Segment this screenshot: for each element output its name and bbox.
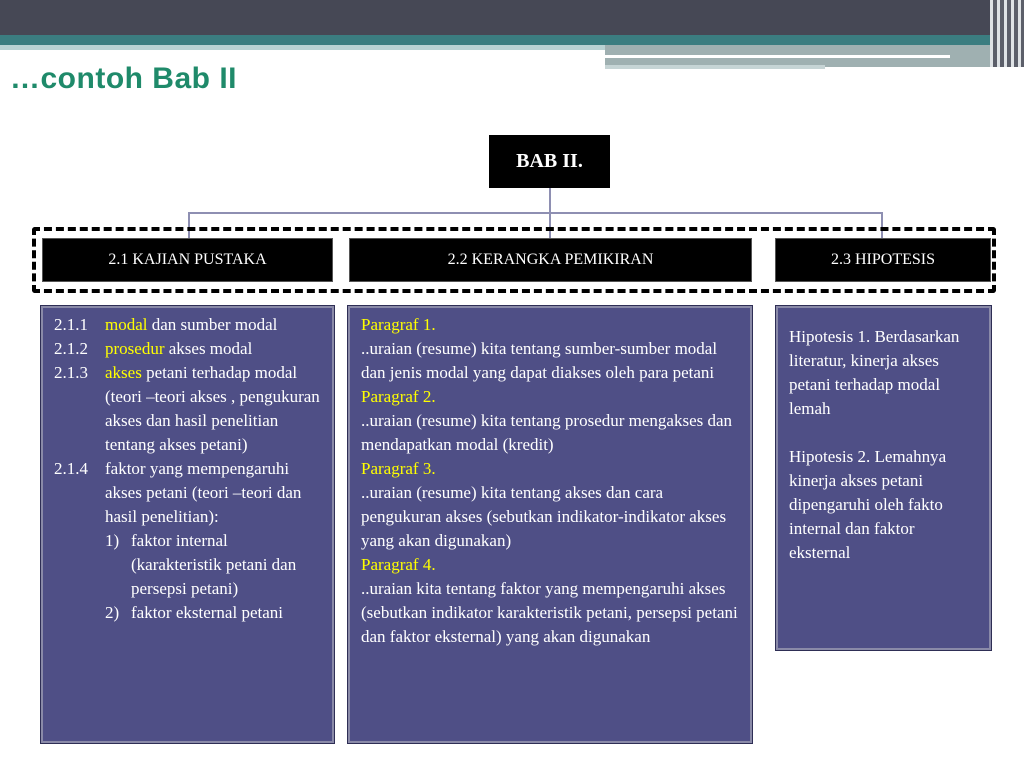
paragraph-body: ..uraian kita tentang faktor yang mempengaruhi akses (sebutkan indikator karakteristik petani, persepsi petani dan faktor eksternal) yang akan digunakan — [361, 579, 738, 646]
hipotesis-2: Hipotesis 2. Lemahnya kinerja akses petani dipengaruhi oleh fakto internal dan faktor eksternal — [789, 447, 947, 562]
kajian-item-number: 2.1.2 — [54, 339, 88, 358]
kerangka-pemikiran-box — [348, 306, 752, 743]
root-node-bab-ii: BAB II. — [489, 135, 610, 188]
top-band-dark — [0, 0, 1024, 35]
hipotesis-spacer — [789, 421, 979, 445]
kajian-item-highlight: prosedur — [105, 339, 165, 358]
kajian-pustaka-box — [41, 306, 334, 743]
kajian-item-number: 2.1.1 — [54, 315, 88, 334]
kajian-subitem-text: faktor eksternal petani — [131, 603, 283, 622]
kajian-item-number: 2.1.4 — [54, 459, 88, 478]
hipotesis-box — [776, 306, 991, 650]
paragraph-heading: Paragraf 1. — [361, 315, 436, 334]
section-header-kerangka-pemikiran: 2.2 KERANGKA PEMIKIRAN — [349, 238, 752, 282]
kajian-subitem-number: 1) — [105, 531, 120, 550]
kajian-item-highlight: modal — [105, 315, 148, 334]
top-band-teal — [0, 35, 1024, 45]
kajian-item — [54, 457, 322, 625]
kajian-item-number: 2.1.3 — [54, 363, 88, 382]
top-line-1 — [605, 55, 950, 58]
top-stripes — [990, 0, 1024, 67]
kajian-subitem — [105, 601, 322, 625]
paragraph-body: ..uraian (resume) kita tentang akses dan cara pengukuran akses (sebutkan indikator-indikator akses yang akan digunakan) — [361, 483, 727, 550]
section-header-hipotesis: 2.3 HIPOTESIS — [775, 238, 991, 282]
connector-horizontal — [188, 212, 883, 214]
top-band-light — [0, 45, 605, 50]
paragraph-heading: Paragraf 4. — [361, 555, 436, 574]
paragraph-heading: Paragraf 2. — [361, 387, 436, 406]
top-line-2 — [605, 65, 825, 69]
section-header-kajian-pustaka: 2.1 KAJIAN PUSTAKA — [42, 238, 333, 282]
kajian-item-text: faktor yang mempengaruhi akses petani (teori –teori dan hasil penelitian): — [105, 459, 302, 526]
paragraph-heading: Paragraf 3. — [361, 459, 436, 478]
hipotesis-1: Hipotesis 1. Berdasarkan literatur, kinerja akses petani terhadap modal lemah — [789, 327, 960, 418]
paragraph-body: ..uraian (resume) kita tentang prosedur mengakses dan mendapatkan modal (kredit) — [361, 411, 733, 454]
kajian-subitem-text: faktor internal (karakteristik petani dan persepsi petani) — [131, 531, 297, 598]
kajian-item — [54, 313, 322, 337]
slide-title: …contoh Bab II — [10, 62, 237, 95]
kajian-item — [54, 361, 322, 457]
kajian-subitem — [105, 529, 322, 601]
kajian-item-text: akses modal — [164, 339, 253, 358]
kajian-item-text: dan sumber modal — [147, 315, 278, 334]
kajian-item-highlight: akses — [105, 363, 142, 382]
kajian-subitem-number: 2) — [105, 603, 120, 622]
kajian-item-text: petani terhadap modal (teori –teori akses , pengukuran akses dan hasil penelitian tentang akses petani) — [105, 363, 320, 454]
paragraph-body: ..uraian (resume) kita tentang sumber-sumber modal dan jenis modal yang dapat diakses oleh para petani — [361, 339, 718, 382]
kajian-item — [54, 337, 322, 361]
